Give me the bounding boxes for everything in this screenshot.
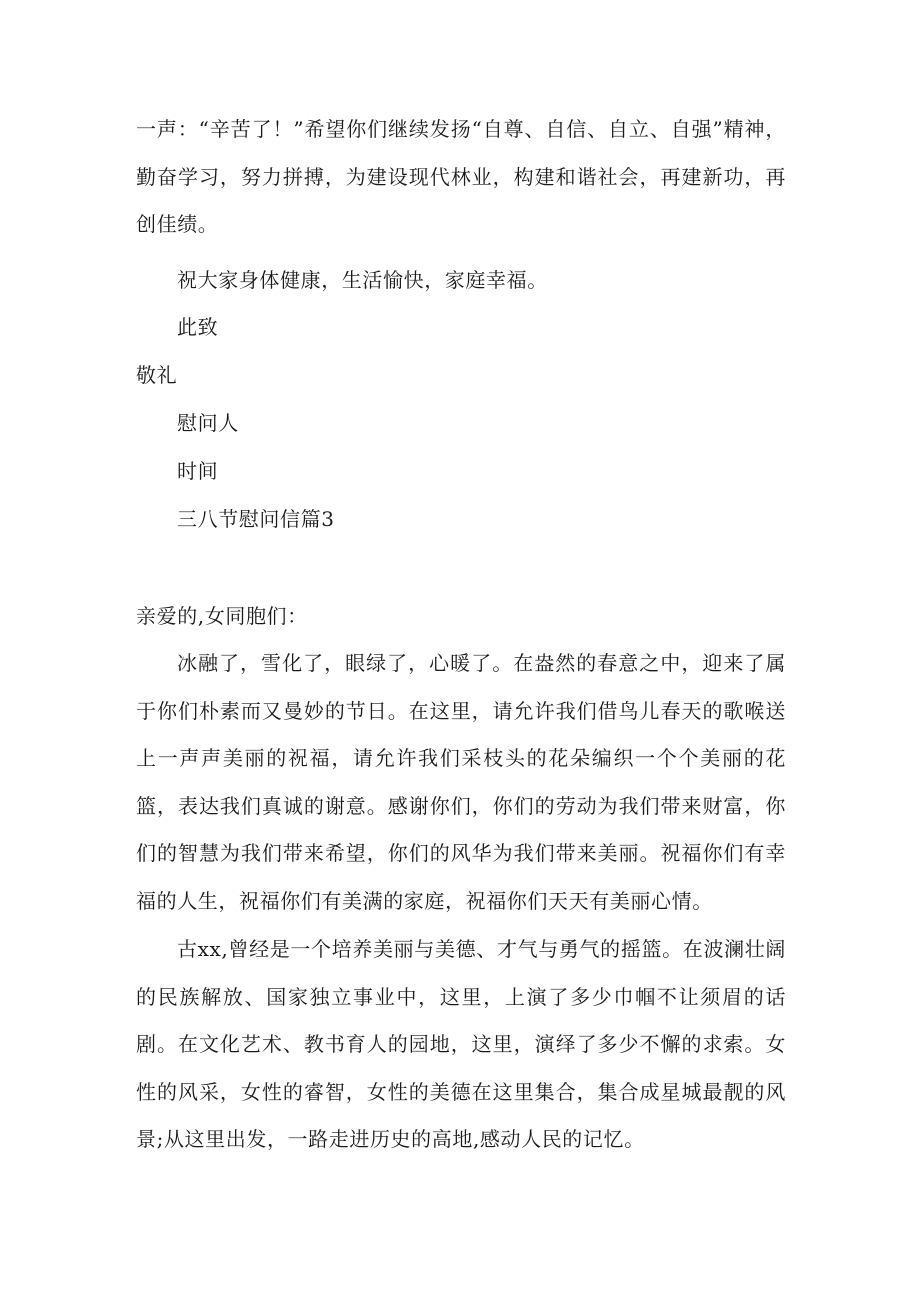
- salutation-jing-li: 敬礼: [136, 363, 178, 387]
- body-paragraph-1: 冰融了，雪化了，眼绿了，心暖了。在盎然的春意之中，迎来了属于你们朴素而又曼妙的节日。在这里，请允许我们借鸟儿春天的歌喉送上一声声美丽的祝福，请允许我们采枝头的花朵编织一个个美丽的花篮，表达我们真诚的谢意。感谢你们，你们的劳动为我们带来财富，你们的智慧为我们带来希望，你们的风华为我们带来美丽。祝福你们有幸福的人生，祝福你们有美满的家庭，祝福你们天天有美丽心情。: [136, 651, 786, 913]
- body-paragraph-2: 古xx,曾经是一个培养美丽与美德、才气与勇气的摇篮。在波澜壮阔的民族解放、国家独立事业中，这里，上演了多少巾帼不让须眉的话剧。在文化艺术、教书育人的园地，这里，演绎了多少不懈的求索。女性的风采，女性的睿智，女性的美德在这里集合，集合成星城最靓的风景;从这里出发，一路走进历史的高地,感动人民的记忆。: [136, 937, 786, 1152]
- closing-paragraph: 一声：“辛苦了！”希望你们继续发扬“自尊、自信、自立、自强”精神，勤奋学习，努力拼搏，为建设现代林业，构建和谐社会，再建新功，再创佳绩。: [136, 117, 786, 237]
- date-line: 时间: [177, 459, 219, 483]
- sender-line: 慰问人: [177, 411, 239, 435]
- salutation-ci-zhi: 此致: [177, 315, 219, 339]
- greeting-line: 亲爱的,女同胞们：: [136, 604, 308, 628]
- wish-line: 祝大家身体健康，生活愉快，家庭幸福。: [177, 268, 548, 292]
- section-title: 三八节慰问信篇3: [177, 507, 335, 531]
